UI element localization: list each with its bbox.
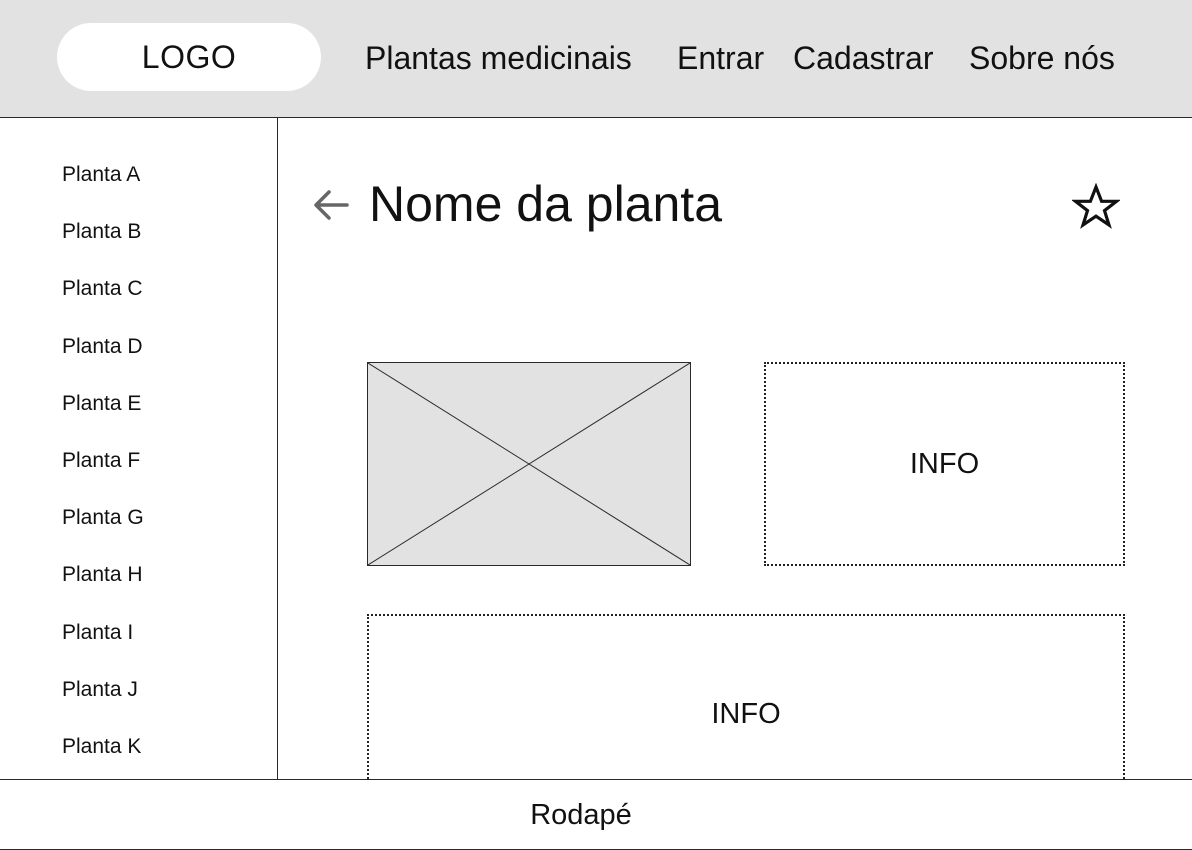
sidebar-item-planta-b[interactable]: Planta B <box>62 220 142 244</box>
footer <box>0 779 1192 850</box>
logo[interactable]: LOGO <box>57 23 321 91</box>
sidebar-item-planta-k[interactable]: Planta K <box>62 734 142 758</box>
sidebar-item-planta-i[interactable]: Planta I <box>62 620 134 644</box>
info-label-secondary: INFO <box>711 697 781 730</box>
page-title: Nome da planta <box>369 176 723 232</box>
footer-label: Rodapé <box>530 799 632 831</box>
sidebar-item-planta-h[interactable]: Planta H <box>62 563 143 587</box>
nav-plantas-medicinais[interactable]: Plantas medicinais <box>365 40 632 76</box>
sidebar-item-planta-j[interactable]: Planta J <box>62 677 138 701</box>
sidebar-item-planta-a[interactable]: Planta A <box>62 163 141 186</box>
nav-sobre-nos[interactable]: Sobre nós <box>969 40 1115 76</box>
sidebar-item-planta-d[interactable]: Planta D <box>62 334 143 358</box>
nav-cadastrar[interactable]: Cadastrar <box>793 40 934 76</box>
info-label-primary: INFO <box>909 447 980 480</box>
sidebar-item-planta-f[interactable]: Planta F <box>62 448 141 472</box>
plant-image-placeholder <box>367 362 691 566</box>
sidebar <box>0 118 278 779</box>
sidebar-item-planta-c[interactable]: Planta C <box>62 277 143 301</box>
sidebar-item-planta-e[interactable]: Planta E <box>62 391 142 415</box>
header <box>0 0 1192 118</box>
sidebar-list <box>62 160 144 789</box>
arrow-left-icon[interactable] <box>311 185 349 225</box>
nav-entrar[interactable]: Entrar <box>677 40 765 76</box>
info-box-primary <box>764 362 1125 566</box>
star-icon[interactable] <box>1072 183 1120 231</box>
sidebar-item-planta-g[interactable]: Planta G <box>62 506 144 530</box>
